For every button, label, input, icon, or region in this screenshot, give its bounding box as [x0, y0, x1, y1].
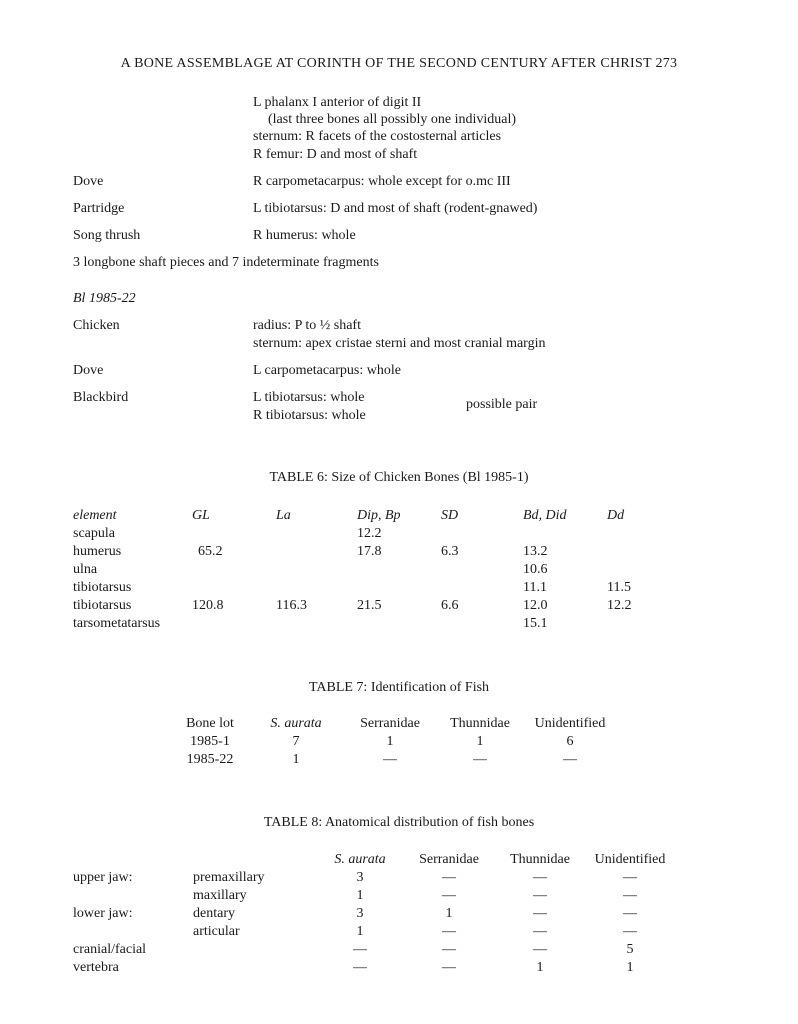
bone-line: sternum: apex cristae sterni and most cranial margin [253, 336, 546, 351]
table8-cell: dentary [193, 906, 235, 921]
table6-cell: 17.8 [357, 544, 382, 559]
table6-cell: 120.8 [192, 598, 224, 613]
table8-cell: — [533, 888, 547, 903]
table6-cell: 15.1 [523, 616, 548, 631]
species-label: Blackbird [73, 390, 129, 405]
table8-cell: 1 [356, 924, 364, 939]
table6-header: Dd [607, 508, 625, 523]
bone-line: R carpometacarpus: whole except for o.mc III [253, 174, 511, 189]
table7-cell: 1985-1 [190, 734, 230, 749]
table8-cell: — [442, 960, 456, 975]
bone-line: L carpometacarpus: whole [253, 363, 401, 378]
table8-cell: premaxillary [193, 870, 265, 885]
table8-cell: maxillary [193, 888, 247, 903]
table6-caption: TABLE 6: Size of Chicken Bones (Bl 1985-1) [269, 470, 529, 485]
table8-cell: — [533, 870, 547, 885]
bone-line: radius: P to ½ shaft [253, 318, 361, 333]
table7-cell: 1 [476, 734, 484, 749]
table8-cell: 1 [626, 960, 634, 975]
table7-cell: 6 [566, 734, 574, 749]
table7-cell: — [383, 752, 397, 767]
species-label: Dove [73, 174, 104, 189]
table6-cell: 11.1 [523, 580, 547, 595]
bone-line: L tibiotarsus: whole [253, 390, 365, 405]
table6-header: Dip, Bp [357, 508, 401, 523]
table8-cell: — [533, 942, 547, 957]
table6-cell: ulna [73, 562, 98, 577]
species-label: Partridge [73, 201, 125, 216]
table8-cell: — [623, 870, 637, 885]
table8-cell: — [623, 906, 637, 921]
table8-caption: TABLE 8: Anatomical distribution of fish bones [263, 815, 535, 830]
table8-cell: — [533, 906, 547, 921]
bone-line: R humerus: whole [253, 228, 356, 243]
table6-header: element [73, 508, 117, 523]
bone-line: R tibiotarsus: whole [253, 408, 366, 423]
table7-header: Bone lot [186, 716, 234, 731]
species-label: Chicken [73, 318, 120, 333]
table6-cell: 6.6 [441, 598, 459, 613]
table8-cell: vertebra [73, 960, 119, 975]
table6-cell: tibiotarsus [73, 598, 132, 613]
lot-heading: Bl 1985-22 [73, 291, 136, 306]
table8-cell: 3 [356, 906, 364, 921]
table7-header: S. aurata [270, 716, 322, 731]
table6-cell: tarsometatarsus [73, 616, 161, 631]
table6-cell: 13.2 [523, 544, 548, 559]
table6-cell: tibiotarsus [73, 580, 132, 595]
table6-cell: 12.2 [357, 526, 382, 541]
running-header: A BONE ASSEMBLAGE AT CORINTH OF THE SECOND CENTURY AFTER CHRIST 273 [120, 56, 678, 71]
table8-cell: 1 [445, 906, 453, 921]
fragments-note: 3 longbone shaft pieces and 7 indeterminate fragments [73, 255, 379, 270]
table6-header: SD [441, 508, 459, 523]
table7-cell: 1 [292, 752, 300, 767]
table7-cell: — [563, 752, 577, 767]
table6-cell: humerus [73, 544, 122, 559]
table7-cell: — [473, 752, 487, 767]
table6-cell: 6.3 [441, 544, 459, 559]
table8-cell: — [353, 942, 367, 957]
bone-line: sternum: R facets of the costosternal articles [253, 129, 502, 144]
table8-cell: lower jaw: [73, 906, 133, 921]
table8-cell: — [353, 960, 367, 975]
table7-header: Serranidae [360, 716, 420, 731]
table8-cell: 3 [356, 870, 364, 885]
bone-line: R femur: D and most of shaft [253, 147, 418, 162]
table6-cell: 12.0 [523, 598, 548, 613]
table8-cell: — [442, 924, 456, 939]
table8-cell: — [533, 924, 547, 939]
table7-caption: TABLE 7: Identification of Fish [308, 680, 490, 695]
table8-cell: — [623, 924, 637, 939]
species-label: Dove [73, 363, 104, 378]
table7-header: Unidentified [534, 716, 606, 731]
table6-header: Bd, Did [523, 508, 567, 523]
table6-cell: 12.2 [607, 598, 632, 613]
table8-header: Thunnidae [510, 852, 570, 867]
table6-cell: 11.5 [607, 580, 631, 595]
table7-cell: 1985-22 [186, 752, 234, 767]
table8-cell: — [442, 888, 456, 903]
table8-header: S. aurata [334, 852, 386, 867]
table7-header: Thunnidae [450, 716, 510, 731]
bone-line: L tibiotarsus: D and most of shaft (rodent-gnawed) [253, 201, 538, 216]
table6-cell: 21.5 [357, 598, 382, 613]
table6-header: GL [192, 508, 210, 523]
table8-cell: upper jaw: [73, 870, 133, 885]
table8-cell: cranial/facial [73, 942, 147, 957]
table6-cell: 10.6 [523, 562, 548, 577]
table8-header: Unidentified [594, 852, 666, 867]
table6-cell: scapula [73, 526, 115, 541]
table8-cell: articular [193, 924, 240, 939]
table6-cell: 65.2 [198, 544, 223, 559]
table8-cell: — [442, 942, 456, 957]
bone-line: L phalanx I anterior of digit II [253, 95, 422, 110]
pair-note: possible pair [466, 397, 538, 412]
bone-line: (last three bones all possibly one individual) [268, 112, 517, 127]
table8-cell: — [623, 888, 637, 903]
table7-cell: 7 [292, 734, 300, 749]
species-label: Song thrush [73, 228, 141, 243]
table6-header: La [276, 508, 291, 523]
table8-cell: 1 [356, 888, 364, 903]
table8-header: Serranidae [419, 852, 479, 867]
table6-cell: 116.3 [276, 598, 307, 613]
table8-cell: — [442, 870, 456, 885]
table8-cell: 5 [626, 942, 634, 957]
table7-cell: 1 [386, 734, 394, 749]
table8-cell: 1 [536, 960, 544, 975]
